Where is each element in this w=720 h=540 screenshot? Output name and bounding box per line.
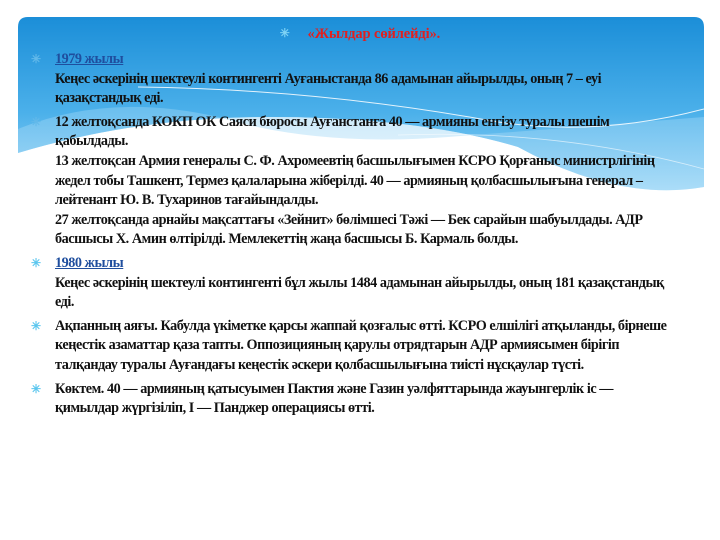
timeline-list — [31, 50, 671, 423]
asterisk-bullet-icon: ✳ — [31, 114, 41, 129]
item-text: Кеңес әскерінің шектеулі контингенті Ауғаныстанда 86 адамынан айырылды, оның 7 – еуі қазақстандық еді. — [55, 70, 602, 107]
item-text: Көктем. 40 — армияның қатысуымен Пактия және Газин уәлфяттарында жауынгерлік іс — қимылдар жүргізіліп, I — Панджер операциясы өтті. — [55, 380, 614, 417]
asterisk-bullet-icon: ✳ — [31, 381, 41, 396]
item-text-dec-12: 12 желтоқсанда КОКП ОК Саяси бюросы Ауғанстанға 40 — армияны енгізу туралы шешім қабылдады. — [55, 113, 610, 150]
year-link-1979[interactable]: 1979 жылы — [55, 51, 124, 67]
list-item-spring — [31, 380, 671, 419]
asterisk-bullet-icon: ✳ — [31, 255, 41, 270]
asterisk-bullet-icon: ✳ — [279, 26, 290, 40]
list-item-1979 — [31, 50, 671, 109]
item-text: Ақпанның аяғы. Кабулда үкіметке қарсы жаппай қозғалыс өтті. КСРО елшілігі атқыланды, бірнеше кеңестік азаматтар қаза тапты. Оппозицияның қарулы отрядтарын АДР армиясымен бірігіп талқандау туралы Ауғандағы кеңестік әскери қолбасшылығына тиісті нұсқаулар түсті. — [55, 317, 667, 373]
list-item-february — [31, 317, 671, 376]
item-text: Кеңес әскерінің шектеулі контингенті бұл жылы 1484 адамынан айырылды, оның 181 қазақстандық еді. — [55, 274, 664, 311]
item-text-dec-27: 27 желтоқсанда арнайы мақсаттағы «Зейнит» бөлімшесі Тәжі — Бек сарайын шабуылдады. АДР басшысы Х. Амин өлтірілді. Мемлекеттің жаңа басшысы Б. Кармаль болды. — [55, 211, 643, 248]
asterisk-bullet-icon: ✳ — [31, 52, 41, 66]
list-item-1980 — [31, 254, 671, 313]
slide-title: «Жылдар сөйлейді». — [307, 26, 441, 42]
asterisk-bullet-icon: ✳ — [31, 318, 41, 333]
year-link-1980[interactable]: 1980 жылы — [55, 254, 124, 271]
list-item-december-1979 — [31, 113, 671, 250]
item-text-dec-13: 13 желтоқсан Армия генералы С. Ф. Ахромеевтің басшылығымен КСРО Қорғаныс министрлігінің жедел тобы Ташкент, Термез қалаларына жіберілді. 40 — армияның қолбасшылығына генерал – лейтенант Ю. В. Тухаринов тағайындалды. — [55, 152, 655, 209]
slide-title-row — [0, 24, 720, 43]
